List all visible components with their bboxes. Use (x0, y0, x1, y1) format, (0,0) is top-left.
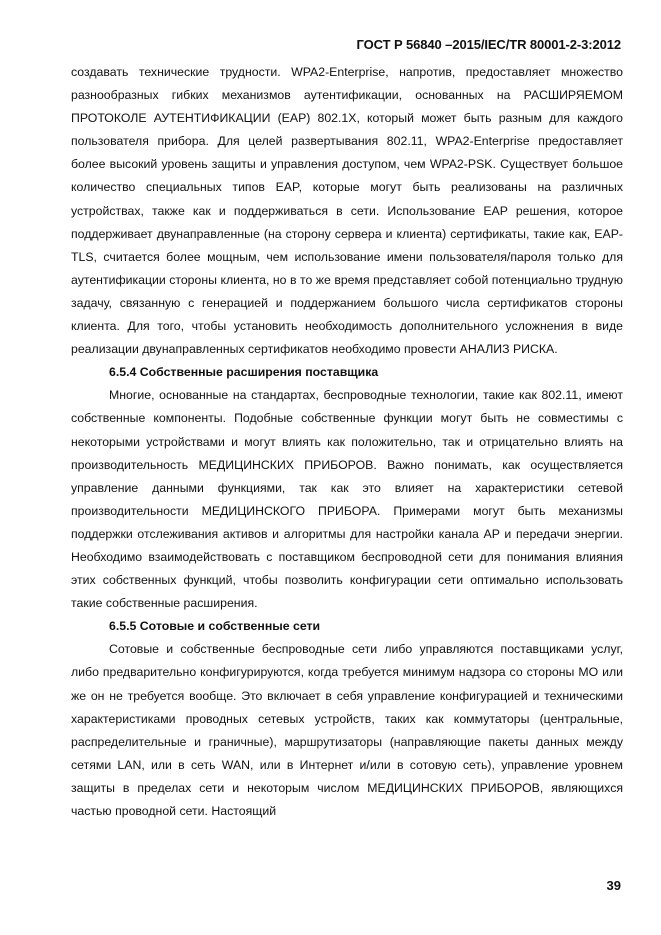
section-heading-6-5-4: 6.5.4 Собственные расширения поставщика (109, 365, 379, 380)
page-number: 39 (606, 878, 621, 893)
section-heading-6-5-5: 6.5.5 Сотовые и собственные сети (109, 619, 321, 634)
document-body (71, 61, 623, 823)
paragraph-vendor-extensions: Многие, основанные на стандартах, беспроводные технологии, такие как 802.11, имеют собственные компоненты. Подобные собственные функции могут быть не совместимы с некоторыми устройствами и могут влиять как положительно, так и отрицательно влиять на производительность МЕДИЦИНСКИХ ПРИБОРОВ. Важно понимать, как осуществляется управление данными функциями, так как это влияет на характеристики сетевой производительности МЕДИЦИНСКОГО ПРИБОРА. Примерами могут быть механизмы поддержки отслеживания активов и алгоритмы для настройки канала AP и передачи энергии. Необходимо взаимодействовать с поставщиком беспроводной сети для понимания влияния этих собственных функций, чтобы позволить конфигурации сети оптимально использовать такие собственные расширения. (71, 388, 623, 611)
paragraph-wpa2-enterprise: создавать технические трудности. WPA2-Enterprise, напротив, предоставляет множество разнообразных гибких механизмов аутентификации, основанных на РАСШИРЯЕМОМ ПРОТОКОЛЕ АУТЕНТИФИКАЦИИ (EAP) 802.1X, который может быть разным для каждого пользователя прибора. Для целей развертывания 802.11, WPA2-Enterprise предоставляет более высокий уровень защиты и управления доступом, чем WPA2-PSK. Существует большое количество специальных типов EAP, которые могут быть реализованы на различных устройствах, также как и поддерживаться в сети. Использование EAP решения, которое поддерживает двунаправленные (на сторону сервера и клиента) сертификаты, такие как, EAP-TLS, считается более мощным, чем использование имени пользователя/пароля только для аутентификации стороны клиента, но в то же время представляет собой потенциально трудную задачу, связанную с генерацией и поддержанием большого числа сертификатов стороны клиента. Для того, чтобы установить необходимость дополнительного усложнения в виде реализации двунаправленных сертификатов необходимо провести АНАЛИЗ РИСКА. (71, 65, 623, 357)
standard-header: ГОСТ Р 56840 –2015/IEC/TR 80001-2-3:2012 (356, 37, 621, 52)
paragraph-cellular-networks: Сотовые и собственные беспроводные сети либо управляются поставщиками услуг, либо предварительно конфигурируются, когда требуется минимум надзора со стороны МО или же он не требуется вообще. Это включает в себя управление конфигурацией и техническими характеристиками проводных сетевых устройств, таких как коммутаторы (центральные, распределительные и граничные), маршрутизаторы (направляющие пакеты данных между сетями LAN, или в сеть WAN, или в Интернет и/или в сотовую сеть), управление уровнем защиты в пределах сети и некоторым числом МЕДИЦИНСКИХ ПРИБОРОВ, являющихся частью проводной сети. Настоящий (71, 642, 623, 818)
